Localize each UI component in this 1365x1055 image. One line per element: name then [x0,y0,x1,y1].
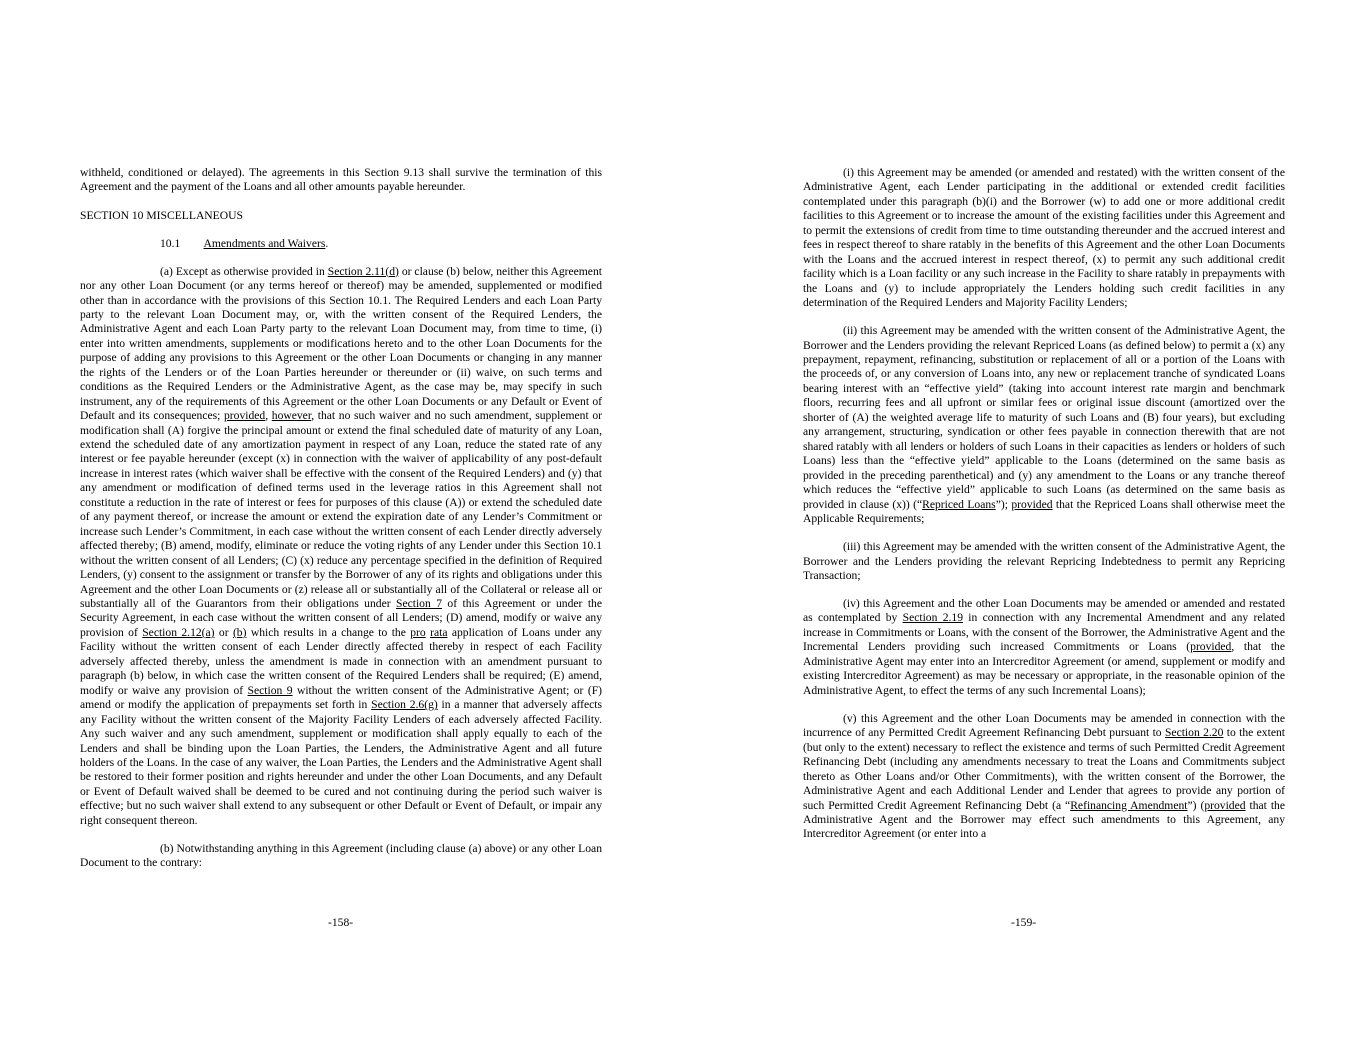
cross-ref-link[interactable]: (b) [232,625,247,639]
cross-ref-link[interactable]: Section 2.11(d) [327,264,399,278]
text-run: or [214,625,233,639]
text-run: to the extent (but only to the extent) necessary to reflect the existence and terms of such Permitted Credit Agreement Refinancing Debt (including any amendments necessary to treat the Loans and Commitments subject thereto as Other Loans and/or Other Commitments), with the written consent of the Borrower, the Administrative Agent and each Additional Lender and Lender that agrees to provide any portion of such Permitted Credit Agreement Refinancing Debt (a “ [803,726,1285,812]
subsection-heading: 10.1 Amendments and Waivers. [160,236,329,250]
clause-a-paragraph [80,265,602,829]
clause-v-paragraph [803,712,1285,842]
right-page [683,0,1365,1055]
clause-iii-paragraph: (iii) this Agreement may be amended with the written consent of the Administrative Agent, the Borrower and the Lenders providing the relevant Repricing Indebtedness to permit any Repricing Transaction; [803,540,1285,582]
text-run: , that no such waiver and no such amendment, supplement or modification shall (A) forgive the principal amount or extend the final scheduled date of maturity of any Loan, extend the scheduled date of any amortization payment in respect of any Loan, reduce the stated rate of any interest or fee payable hereunder (except (x) in connection with the waiver of applicability of any post-default increase in interest rates (which waiver shall be effective with the consent of the Required Lenders) and (y) that any amendment or modification of defined terms used in the leverage ratios in this Agreement shall not constitute a reduction in the rate of interest or fees for purposes of this clause (A)) or extend the scheduled date of any payment thereof, or increase the amount or extend the expiration date of any Lender’s Commitment or increase such Lender’s Commitment, in each case without the written consent of each Lender directly adversely affected thereby; (B) amend, modify, eliminate or reduce the voting rights of any Lender under this Section 10.1 without the written consent of all Lenders; (C) (x) reduce any percentage specified in the definition of Required Lenders, (y) consent to the assignment or transfer by the Borrower of any of its rights and obligations under this Agreement and the other Loan Documents or (z) release all or substantially all of the Collateral or release all or substantially all of the Guarantors from their obligations under [80,409,603,611]
text-run: (ii) this Agreement may be amended with the written consent of the Administrative Agent, the Borrower and the Lenders providing the relevant Repriced Loans (as defined below) to permit a (x) any prepayment, repayment, refinancing, substitution or replacement of all or a portion of the Loans with the proceeds of, or any conversion of Loans into, any new or replacement tranche of syndicated Loans bearing interest with an “effective yield” (taking into account interest rate margin and benchmark floors, recurring fees and all upfront or similar fees or original issue discount (amortized over the shorter of (A) the weighted average life to maturity of such Loans and (B) four years), but excluding any arrangement, structuring, syndication or other fees payable in connection therewith that are not shared ratably with all lenders or holders of such Loans in their capacities as lenders or holders of such Loans) less than the “effective yield” applicable to the Loans (determined on the same basis as provided in the preceding parenthetical) and (y) any amendment to the Loans or any tranche thereof which reduces the “effective yield” applicable to such Loans (as determined on the same basis as provided in clause (x)) (“ [803,324,1285,511]
page-number: -159- [1011,916,1037,929]
cross-ref-link[interactable]: Section 7 [396,597,442,611]
clause-b-paragraph: (b) Notwithstanding anything in this Agreement (including clause (a) above) or any other Loan Document to the contrary: [80,841,602,870]
clause-i-paragraph: (i) this Agreement may be amended (or amended and restated) with the written consent of the Administrative Agent, each Lender participating in the additional or extended credit facilities contemplated under this paragraph (b)(i) and the Borrower (w) to add one or more additional credit facilities to this Agreement or to increase the amount of the existing facilities under this Agreement and to permit the extensions of credit from time to time outstanding thereunder and the accrued interest and fees in respect thereof to share ratably in the benefits of this Agreement and the other Loan Documents with the Loans and the accrued interest in respect thereof, (x) to permit any such additional credit facility which is a Loan facility or any such increase in the Facility to share ratably in prepayments with the Loans and (y) to include appropriately the Lenders holding such credit facilities in any determination of the Required Lenders and Majority Facility Lenders; [803,166,1285,310]
text-run: (a) Except as otherwise provided in [160,264,328,278]
refinancing-amendment-term: Refinancing Amendment [1070,798,1188,812]
continued-paragraph: withheld, conditioned or delayed). The agreements in this Section 9.13 shall survive the termination of this Agreement and the payment of the Loans and all other amounts payable hereunder. [80,166,602,194]
text-run: in connection with any Incremental Amendment and any related increase in Commitments or Loans, with the consent of the Borrower, the Administrative Agent and the Incremental Lenders providing such increased Commitments or Loans ( [803,611,1286,654]
provided-term: provided [1190,640,1232,654]
cross-ref-link[interactable]: Section 2.20 [1164,726,1224,740]
subsection-title: Amendments and Waivers [203,236,326,250]
text-run: in a manner that adversely affects any Facility without the written consent of the Majority Facility Lenders of each adversely affected Facility. Any such waiver and any such amendment, supplement or modification shall apply equally to each of the Lenders and shall be binding upon the Loan Parties, the Lenders, the Administrative Agent and all future holders of the Loans. In the case of any waiver, the Loan Parties, the Lenders and the Administrative Agent shall be restored to their former position and rights hereunder and under the other Loan Documents, and any Default or Event of Default waived shall be deemed to be cured and not continuing during the period such waiver is effective; but no such waiver shall extend to any subsequent or other Default or Event of Default, or impair any right consequent thereon. [80,698,602,827]
cross-ref-link[interactable]: Section 2.6(g) [371,698,438,712]
rata-term: rata [430,625,448,639]
however-term: however [271,409,312,423]
left-page [0,0,682,1055]
repriced-loans-term: Repriced Loans [922,497,996,511]
pro-term: pro [410,625,426,639]
text-run: of this Agreement or under the Security Agreement, in each case without the written consent of all Lenders; (D) amend, modify or waive any provision of [80,597,602,639]
provided-term: provided [224,409,266,423]
provided-term: provided [1011,497,1053,511]
page-number: -158- [328,916,354,929]
text-run: ”); [995,497,1012,511]
text-run: that the Repriced Loans shall otherwise meet the Applicable Requirements; [803,497,1285,526]
text-run: application of Loans under any Facility without the written consent of each Lender directly affected thereby in respect of each Facility adversely affected thereby, unless the amendment is made in connection with an amendment pursuant to paragraph (b) below, in which case the written consent of the Required Lenders shall be required; (E) amend, modify or waive any provision of [80,625,602,697]
text-run: , that the Administrative Agent may enter into an Intercreditor Agreement (or amend, supplement or modify and existing Intercreditor Agreement) as may be necessary or appropriate, in the reasonable opinion of the Administrative Agent, to effect the terms of any such Incremental Loans); [803,640,1286,697]
text-run: ”) ( [1187,798,1205,812]
section-heading: SECTION 10 MISCELLANEOUS [80,208,243,222]
text-run: (iv) this Agreement and the other Loan Documents may be amended or amended and restated as contemplated by [803,597,1285,625]
text-run: , [265,409,272,423]
text-run: (v) this Agreement and the other Loan Documents may be amended in connection with the incurrence of any Permitted Credit Agreement Refinancing Debt pursuant to [803,711,1285,740]
text-run: without the written consent of the Administrative Agent; or (F) amend or modify the application of prepayments set forth in [80,683,603,712]
text-run: or clause (b) below, neither this Agreement nor any other Loan Document (or any terms hereof or thereof) may be amended, supplemented or modified other than in accordance with the provisions of this Section 10.1. The Required Lenders and each Loan Party party to the relevant Loan Document may, or, with the written consent of the Required Lenders, the Administrative Agent and each Loan Party party to the relevant Loan Document may, from time to time, (i) enter into written amendments, supplements or modifications hereto and to the other Loan Documents for the purpose of adding any provisions to this Agreement or the other Loan Documents or changing in any manner the rights of the Lenders or of the Loan Parties hereunder or thereunder or (ii) waive, on such terms and conditions as the Required Lenders or the Administrative Agent, as the case may be, may specify in such instrument, any of the requirements of this Agreement or the other Loan Documents or any Default or Event of Default and its consequences; [80,264,602,423]
left-page-text [80,166,602,884]
provided-term: provided [1204,798,1246,812]
subsection-number: 10.1 [160,236,181,250]
right-page-text [803,166,1285,855]
cross-ref-link[interactable]: Section 2.19 [902,611,963,625]
text-run: which results in a change to the [246,625,411,639]
text-run: that the Administrative Agent and the Borrower may effect such amendments to this Agreement, any Intercreditor Agreement (or enter into a [803,798,1286,841]
clause-iv-paragraph [803,597,1285,698]
clause-ii-paragraph [803,324,1285,526]
cross-ref-link[interactable]: Section 9 [247,683,293,697]
cross-ref-link[interactable]: Section 2.12(a) [142,625,215,639]
